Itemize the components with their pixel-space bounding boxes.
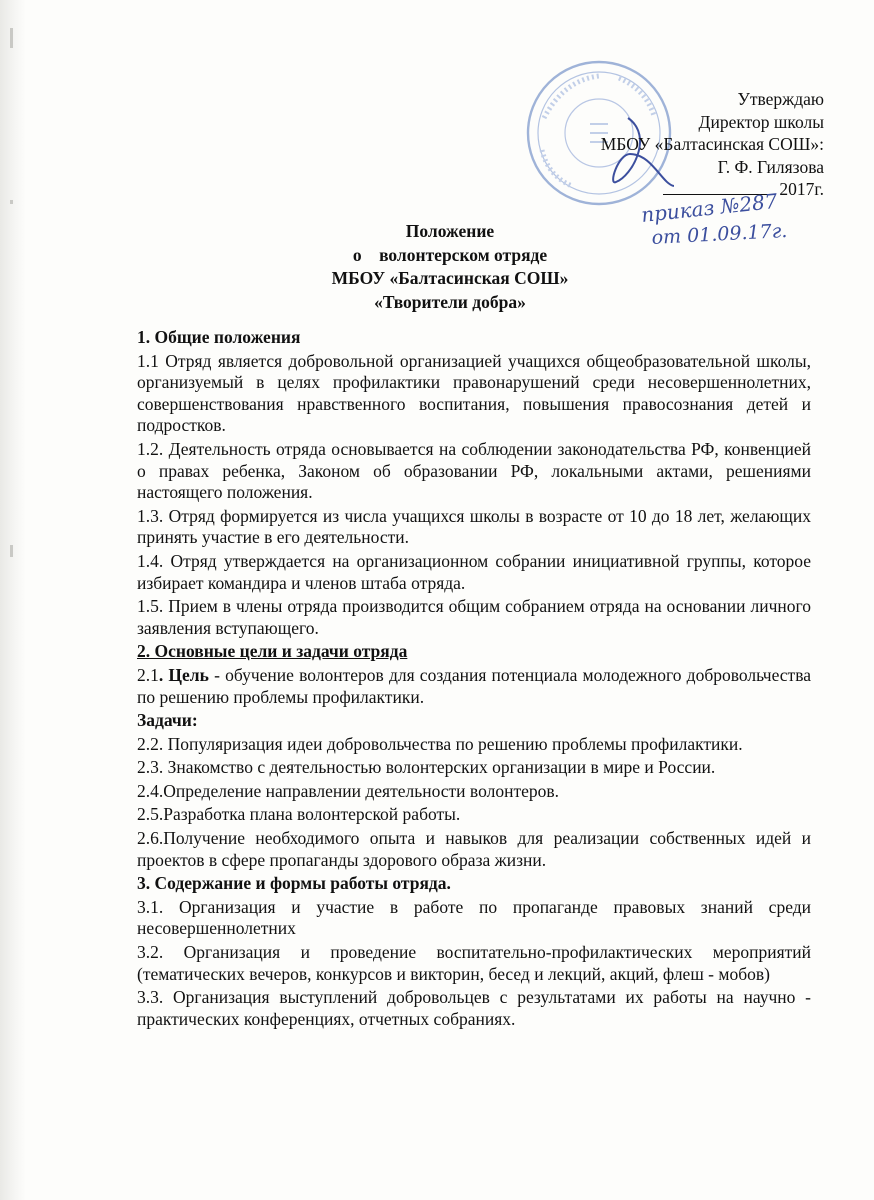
section-1-heading: 1. Общие положения — [137, 327, 301, 347]
document-title — [250, 220, 650, 314]
paragraph-1-5: 1.5. Прием в члены отряда производится общим собранием отряда на основании личного заявления вступающего. — [137, 596, 811, 638]
document-body — [137, 327, 811, 1030]
paragraph-2-6: 2.6.Получение необходимого опыта и навыков для реализации собственных идей и проектов в сфере пропаганды здорового образа жизни. — [137, 828, 811, 870]
approval-year: 2017г. — [779, 179, 824, 199]
paragraph-2-5: 2.5.Разработка плана волонтерской работы. — [137, 804, 461, 825]
paragraph-3-3: 3.3. Организация выступлений добровольцев с результатами их работы на научно - практических конференциях, отчетных собраниях. — [137, 987, 811, 1029]
paragraph-2-3: 2.3. Знакомство с деятельностью волонтерских организации в мире и России. — [137, 757, 716, 778]
title-line-2: о волонтерском отряде — [352, 244, 548, 265]
scan-mark-middle — [10, 545, 13, 557]
approval-line-school: МБОУ «Балтасинская СОШ»: — [600, 134, 824, 154]
handwritten-note-line2: от 01.09.17г. — [651, 219, 788, 249]
paragraph-1-2: 1.2. Деятельность отряда основывается на соблюдении законодательства РФ, конвенцией о правах ребенка, Законом об образовании РФ, локальными актами, решениями настоящего положения. — [137, 438, 811, 503]
paragraph-1-4: 1.4. Отряд утверждается на организационном собрании инициативной группы, которое избирает командира и членов штаба отряда. — [137, 550, 811, 593]
scan-edge-shadow — [0, 0, 26, 1200]
scan-mark-top — [10, 28, 13, 48]
title-line-4: «Творители добра» — [374, 291, 526, 312]
section-3-heading: 3. Содержание и формы работы отряда. — [137, 873, 451, 894]
handwritten-note-line1: приказ №287 — [640, 188, 779, 227]
tasks-label: Задачи: — [137, 710, 198, 731]
paragraph-3-2: 3.2. Организация и проведение воспитательно-профилактических мероприятий (тематических вечеров, конкурсов и викторин, бесед и лекций, акций, флеш - мобов) — [137, 942, 811, 984]
paragraph-2-2: 2.2. Популяризация идеи добровольчества по решению проблемы профилактики. — [137, 733, 743, 754]
paragraph-2-1-text: - обучение волонтеров для создания потенциала молодежного добровольчества по решению проблемы профилактики. — [137, 664, 811, 707]
paragraph-3-1: 3.1. Организация и участие в работе по пропаганде правовых знаний среди несовершеннолетних — [137, 896, 811, 939]
approval-line-name: Г. Ф. Гилязова — [717, 156, 824, 177]
paragraph-1-3: 1.3. Отряд формируется из числа учащихся школы в возрасте от 10 до 18 лет, желающих принять участие в его деятельности. — [137, 505, 811, 548]
goal-label: . Цель — [158, 664, 209, 685]
scan-mark-upper — [10, 200, 13, 204]
approval-line-approve: Утверждаю — [737, 89, 824, 109]
title-line-1: Положение — [405, 221, 495, 241]
paragraph-2-1 — [137, 665, 811, 708]
paragraph-2-4: 2.4.Определение направлении деятельности волонтеров. — [137, 780, 559, 801]
approval-line-position: Директор школы — [698, 111, 824, 132]
paragraph-2-1-number: 2.1 — [137, 664, 159, 685]
section-2-heading: 2. Основные цели и задачи отряда — [137, 641, 408, 662]
paragraph-1-1: 1.1 Отряд является добровольной организацией учащихся общеобразовательной школы, организуемый в целях профилактики правонарушений среди несовершеннолетних, совершенствования нравственного воспитания, повышения правосознания детей и подростков. — [137, 350, 811, 436]
title-line-3: МБОУ «Балтасинская СОШ» — [331, 268, 569, 288]
